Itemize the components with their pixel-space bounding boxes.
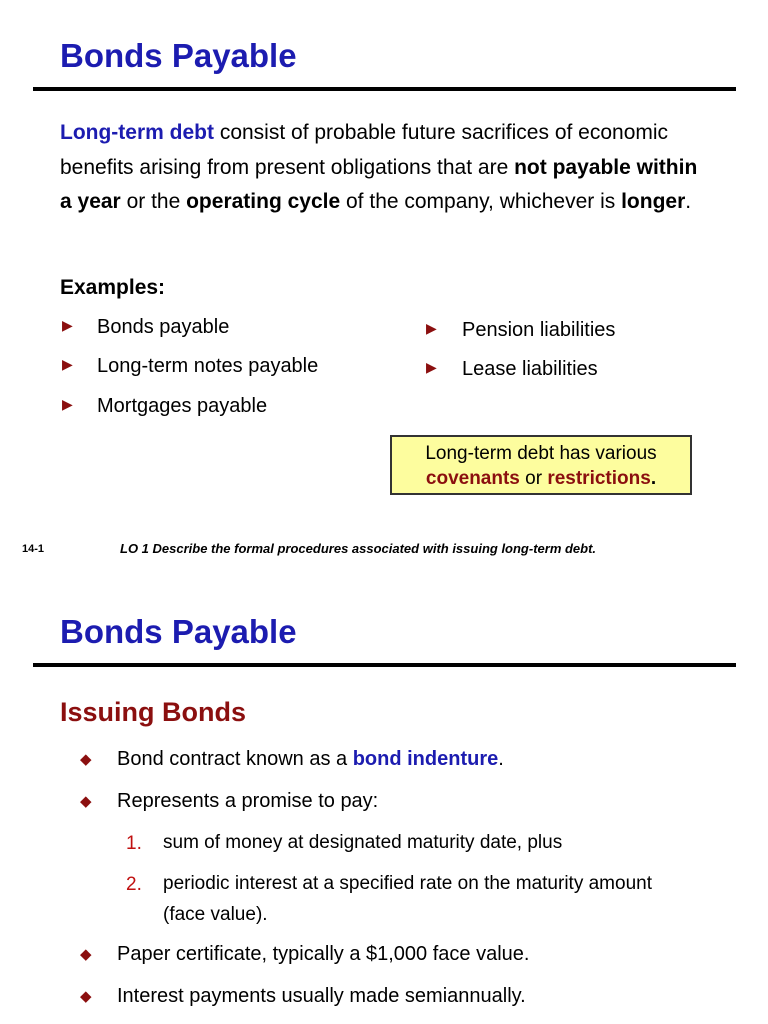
callout-restrictions: restrictions xyxy=(547,468,651,489)
bullet-text: . xyxy=(498,748,504,770)
slide1-title-rule xyxy=(33,87,736,91)
definition-text-4: . xyxy=(685,190,692,213)
callout-line-2 xyxy=(392,466,690,491)
bullet-certificate: Paper certificate, typically a $1,000 face value. xyxy=(117,943,530,965)
sub-number: 2. xyxy=(126,874,142,895)
definition-term: Long-term debt xyxy=(60,121,214,144)
bullet-text: Bond contract known as a xyxy=(117,748,353,770)
sub-item: sum of money at designated maturity date, plus xyxy=(163,832,563,853)
bullet-bond-indenture xyxy=(117,748,504,771)
page-number: 14-1 xyxy=(22,543,45,555)
triangle-right-icon: ▶ xyxy=(426,359,437,375)
covenants-callout xyxy=(390,435,692,495)
callout-line-1: Long-term debt has various xyxy=(425,443,657,464)
examples-label: Examples: xyxy=(60,276,166,299)
diamond-icon: ◆ xyxy=(80,793,92,810)
definition-paragraph xyxy=(60,116,700,220)
definition-bold-1: not payable within a year xyxy=(60,155,698,213)
sub-item-line: (face value). xyxy=(163,904,268,925)
callout-or: or xyxy=(519,468,548,489)
sub-item xyxy=(163,868,652,930)
sub-item-line: periodic interest at a specified rate on the maturity amount xyxy=(163,873,652,894)
definition-text-1: consist of probable future sacrifices of economic benefits arising from present obligations that are xyxy=(60,121,669,179)
callout-period: . xyxy=(650,468,657,489)
example-item: Mortgages payable xyxy=(97,395,268,417)
example-item: Pension liabilities xyxy=(462,319,616,341)
slide2-title: Bonds Payable xyxy=(60,613,297,650)
definition-bold-2: operating cycle xyxy=(186,190,341,213)
triangle-right-icon: ▶ xyxy=(62,317,73,333)
example-item: Long-term notes payable xyxy=(97,355,319,377)
definition-bold-3: longer xyxy=(621,190,686,213)
definition-text-2: or the xyxy=(120,190,187,213)
slide2-title-rule xyxy=(33,663,736,667)
issuing-bonds-heading: Issuing Bonds xyxy=(60,697,247,727)
example-item: Lease liabilities xyxy=(462,358,598,380)
triangle-right-icon: ▶ xyxy=(426,320,437,336)
slide1-title: Bonds Payable xyxy=(60,37,297,74)
diamond-icon: ◆ xyxy=(80,988,92,1005)
triangle-right-icon: ▶ xyxy=(62,356,73,372)
triangle-right-icon: ▶ xyxy=(62,396,73,412)
diamond-icon: ◆ xyxy=(80,751,92,768)
bond-indenture-term: bond indenture xyxy=(352,748,499,770)
bullet-interest: Interest payments usually made semiannually. xyxy=(117,985,526,1007)
callout-covenants: covenants xyxy=(425,468,520,489)
definition-text-3: of the company, whichever is xyxy=(340,190,622,213)
sub-number: 1. xyxy=(126,833,142,854)
example-item: Bonds payable xyxy=(97,316,230,338)
diamond-icon: ◆ xyxy=(80,946,92,963)
bullet-promise: Represents a promise to pay: xyxy=(117,790,379,812)
learning-objective: LO 1 Describe the formal procedures associated with issuing long-term debt. xyxy=(120,541,597,556)
